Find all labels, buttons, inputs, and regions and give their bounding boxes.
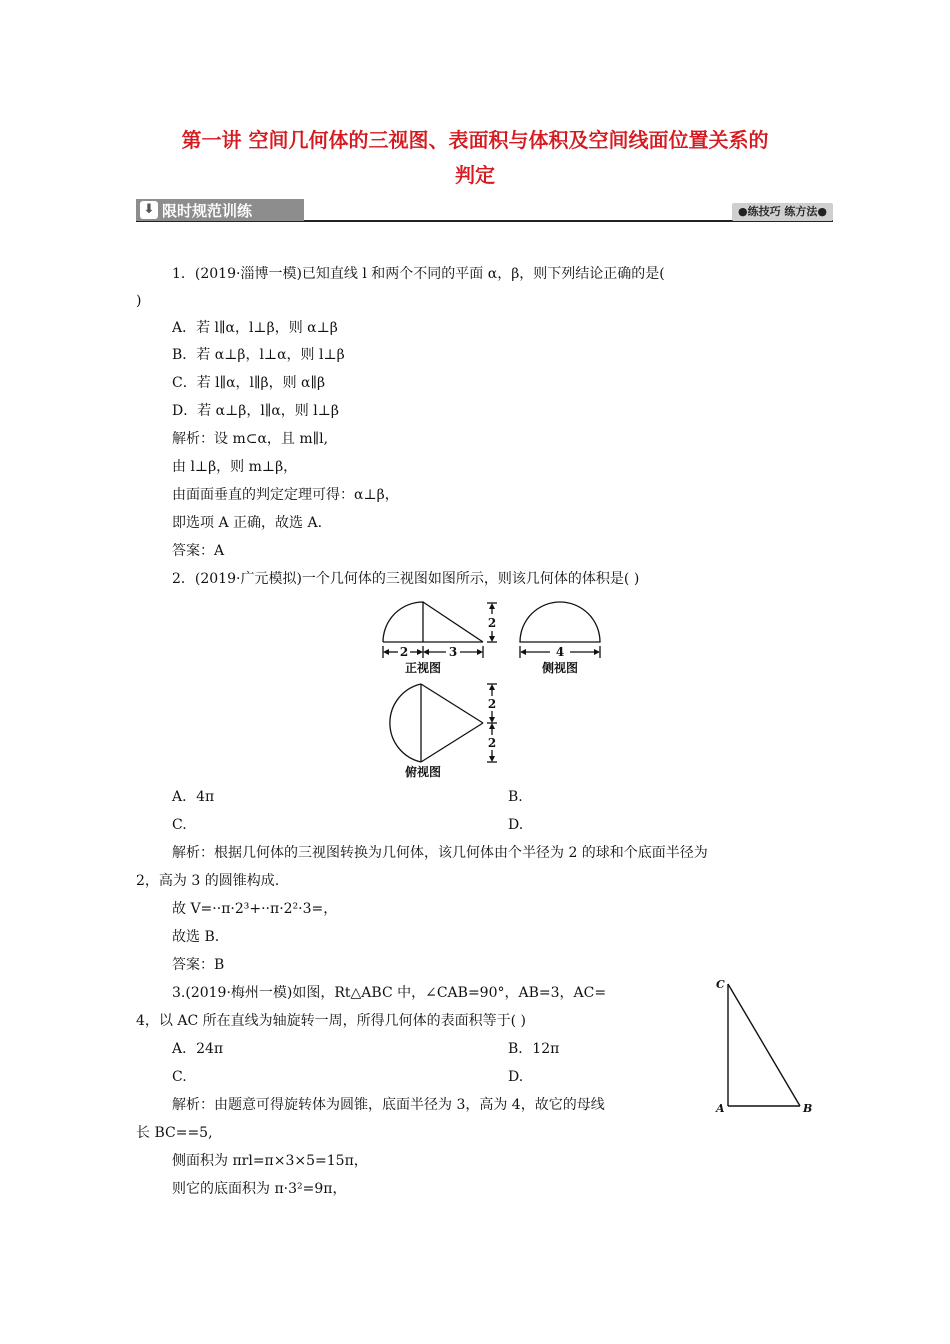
side-view-label: 侧视图 <box>541 661 579 675</box>
q1-answer: 答案：A <box>172 543 225 559</box>
section-tag: ●练技巧 练方法● <box>732 203 833 221</box>
q3-solution-2: 长 BC==5, <box>136 1125 213 1141</box>
q1-solution-1: 解析：设 m⊂α，且 m∥l, <box>172 431 329 447</box>
q2-option-c: C. <box>172 817 187 833</box>
top-view-label: 俯视图 <box>404 765 442 779</box>
q3-stem-cont: 4，以 AC 所在直线为轴旋转一周，所得几何体的表面积等于( ) <box>136 1013 527 1029</box>
section-tab <box>136 199 304 221</box>
front-dim-2: 2 <box>399 645 409 659</box>
front-view-label: 正视图 <box>404 661 442 675</box>
q2-option-b: B. <box>508 789 523 805</box>
section-label: 限时规范训练 <box>162 201 253 220</box>
top-dim-2b: 2 <box>487 736 497 750</box>
page-title-cont: 判定 <box>455 163 495 187</box>
download-arrow-icon: ⬇ <box>140 201 158 219</box>
q2-solution-2: 2，高为 3 的圆锥构成. <box>136 873 280 889</box>
q2-stem: 2．(2019·广元模拟)一个几何体的三视图如图所示，则该几何体的体积是( ) <box>172 571 640 587</box>
q1-stem-cont: ) <box>136 293 142 309</box>
q3-option-a: A．24π <box>172 1041 224 1057</box>
page-title: 第一讲 空间几何体的三视图、表面积与体积及空间线面位置关系的 <box>181 128 769 152</box>
q2-answer: 答案：B <box>172 957 225 973</box>
q1-solution-3: 由面面垂直的判定定理可得：α⊥β， <box>172 487 399 503</box>
vertex-a-label: A <box>716 1102 725 1115</box>
q1-option-c: C．若 l∥α，l∥β，则 α∥β <box>172 375 326 391</box>
section-header <box>136 199 833 223</box>
q2-option-a: A．4π <box>172 789 215 805</box>
q3-option-c: C. <box>172 1069 187 1085</box>
q1-option-d: D．若 α⊥β，l∥α，则 l⊥β <box>172 403 339 419</box>
right-triangle-diagram <box>710 972 820 1122</box>
top-dim-2a: 2 <box>487 697 497 711</box>
vertex-b-label: B <box>803 1102 813 1115</box>
side-dim-4: 4 <box>555 645 565 659</box>
q2-option-d: D. <box>508 817 524 833</box>
q3-stem: 3.(2019·梅州一模)如图，Rt△ABC 中，∠CAB=90°，AB=3，AC= <box>172 985 607 1001</box>
q2-solution-4: 故选 B. <box>172 929 220 945</box>
vertex-c-label: C <box>716 978 725 991</box>
q3-solution-1: 解析：由题意可得旋转体为圆锥，底面半径为 3，高为 4，故它的母线 <box>172 1097 605 1113</box>
front-dim-3: 3 <box>448 645 458 659</box>
q3-solution-4: 则它的底面积为 π·3²=9π， <box>172 1181 347 1197</box>
front-height-2: 2 <box>487 616 497 630</box>
q2-solution-3: 故 V=··π·2³+··π·2²·3=， <box>172 901 338 917</box>
q1-option-a: A．若 l∥α，l⊥β，则 α⊥β <box>172 320 338 336</box>
q1-solution-2: 由 l⊥β，则 m⊥β， <box>172 459 298 475</box>
q1-solution-4: 即选项 A 正确，故选 A. <box>172 515 323 531</box>
q3-option-d: D. <box>508 1069 524 1085</box>
q1-stem: 1．(2019·淄博一模)已知直线 l 和两个不同的平面 α，β，则下列结论正确的是( <box>172 266 665 282</box>
q2-solution-1: 解析：根据几何体的三视图转换为几何体，该几何体由个半径为 2 的球和个底面半径为 <box>172 845 708 861</box>
q3-solution-3: 侧面积为 πrl=π×3×5=15π， <box>172 1153 368 1169</box>
q3-option-b: B．12π <box>508 1041 560 1057</box>
q1-option-b: B．若 α⊥β，l⊥α，则 l⊥β <box>172 347 345 363</box>
three-view-diagram <box>370 598 610 783</box>
